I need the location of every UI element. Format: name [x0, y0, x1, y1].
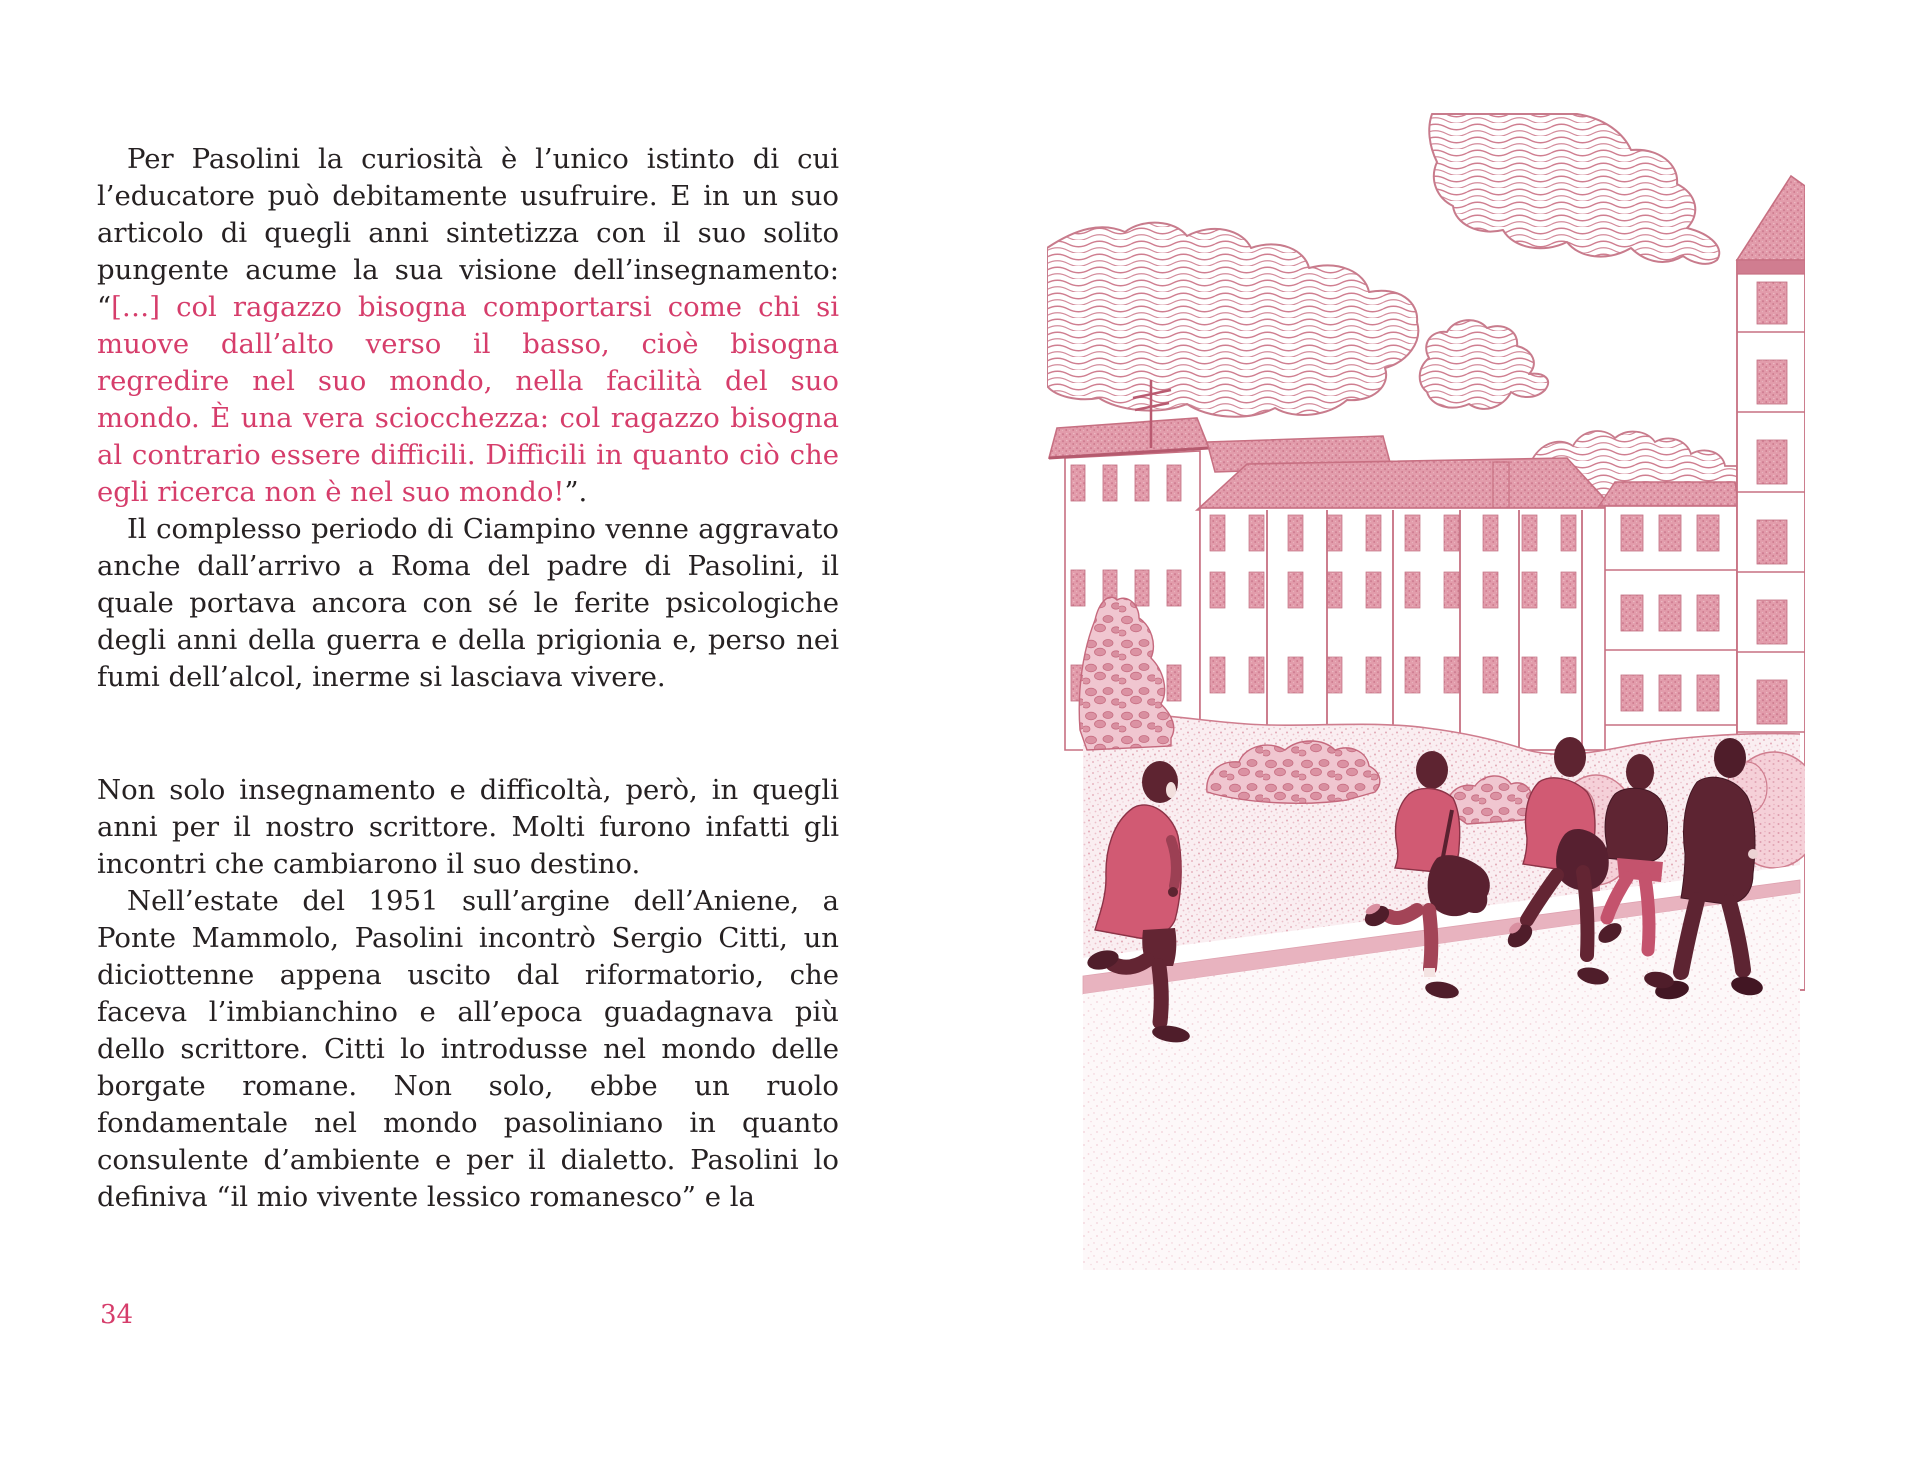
paragraph-1-quoted-text: […] col ragazzo bisogna comportarsi come chi si muove dall’alto verso il basso, cioè bisogna regredire nel suo mondo, nella facilità del suo mondo. È una vera sciocchezza: col ragazzo bisogna al contrario essere difficili. Difficili in quanto ciò che egli ricerca non è nel suo mondo! [97, 291, 839, 508]
paragraph-1-pre-quote: Per Pasolini la curiosità è l’unico istinto di cui l’educatore può debitamente usufruire. E in un suo articolo di quegli anni sintetizza con il suo solito pungente acume la sua visione dell’insegnamento: “ [97, 143, 839, 323]
cloud-mid-right [1420, 320, 1548, 409]
illustration-boys-running-suburb [1047, 110, 1805, 1275]
page-number: 34 [100, 1300, 134, 1330]
paragraph-3: Non solo insegnamento e difficoltà, però, in quegli anni per il nostro scrittore. Molti furono infatti gli incontri che cambiarono il suo destino. [97, 774, 839, 880]
cloud-left [1047, 223, 1418, 417]
paragraph-1-post-quote: ”. [564, 476, 588, 508]
paragraph-2: Il complesso periodo di Ciampino venne aggravato anche dall’arrivo a Roma del padre di Pasolini, il quale portava ancora con sé le ferite psicologiche degli anni della guerra e della prigionia e, perso nei fumi dell’alcol, inerme si lasciava vivere. [97, 513, 839, 693]
right-block-windows [1621, 515, 1719, 711]
apartment-block-right [1599, 482, 1739, 750]
apartment-block-central [1197, 436, 1613, 750]
left-page-text-column [97, 141, 839, 1216]
paragraph-4: Nell’estate del 1951 sull’argine dell’Aniene, a Ponte Mammolo, Pasolini incontrò Sergio Citti, un diciottenne appena uscito dal riformatorio, che faceva l’imbianchino e all’epoca guadagnava più dello scrittore. Citti lo introdusse nel mondo delle borgate romane. Non solo, ebbe un ruolo fondamentale nel mondo pasoliniano in quanto consulente d’ambiente e per il dialetto. Pasolini lo definiva “il mio vivente lessico romanesco” e la [97, 885, 839, 1213]
cloud-top-right [1429, 114, 1719, 264]
paragraph-1 [97, 141, 839, 511]
